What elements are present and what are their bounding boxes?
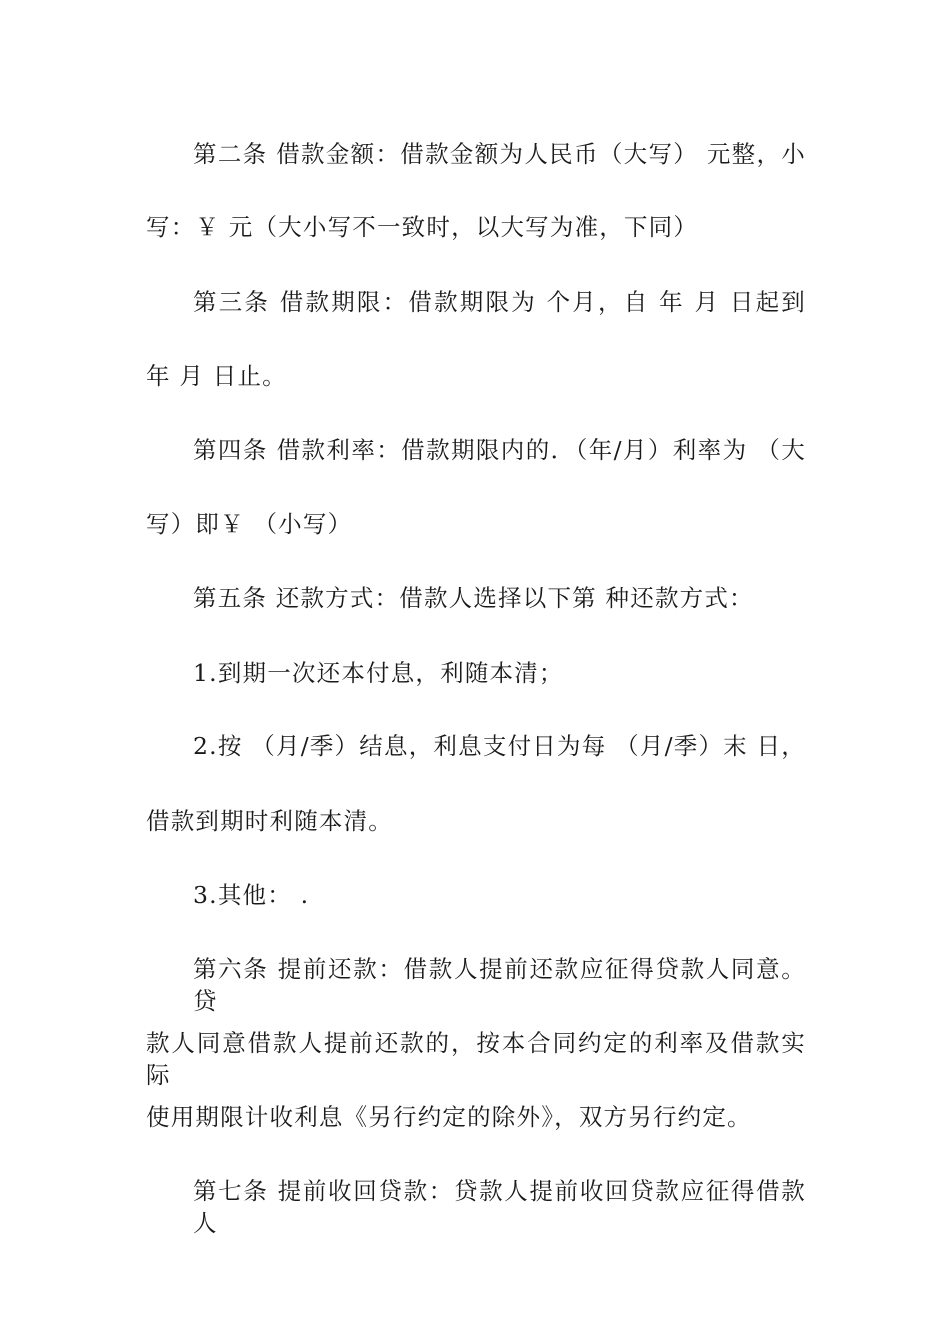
article-4-line-1: 第四条 借款利率：借款期限内的．（年/月）利率为 （大 — [193, 436, 806, 464]
repayment-option-1: 1.到期一次还本付息，利随本清； — [193, 659, 564, 687]
article-7-line-1: 第七条 提前收回贷款：贷款人提前收回贷款应征得借款人 — [193, 1177, 806, 1237]
article-5-line-1: 第五条 还款方式：借款人选择以下第 种还款方式： — [193, 584, 754, 612]
article-2-line-2: 写：￥ 元（大小写不一致时，以大写为准，下同） — [146, 213, 699, 241]
article-3-line-1: 第三条 借款期限：借款期限为 个月，自 年 月 日起到 — [193, 288, 806, 316]
article-6-line-1: 第六条 提前还款：借款人提前还款应征得贷款人同意。贷 — [193, 955, 806, 1015]
article-4-line-2: 写）即￥ （小写） — [146, 510, 353, 538]
repayment-option-2-line-2: 借款到期时利随本清。 — [146, 807, 393, 835]
article-6-line-2: 款人同意借款人提前还款的，按本合同约定的利率及借款实际 — [146, 1029, 806, 1089]
repayment-option-2-line-1: 2.按 （月/季）结息，利息支付日为每 （月/季）末 日， — [193, 732, 806, 760]
article-2-line-1: 第二条 借款金额：借款金额为人民币（大写） 元整，小 — [193, 140, 806, 168]
article-6-line-3: 使用期限计收利息《另行约定的除外》，双方另行约定。 — [146, 1103, 752, 1131]
repayment-option-3: 3.其他： . — [193, 881, 310, 909]
article-3-line-2: 年 月 日止。 — [146, 362, 287, 390]
